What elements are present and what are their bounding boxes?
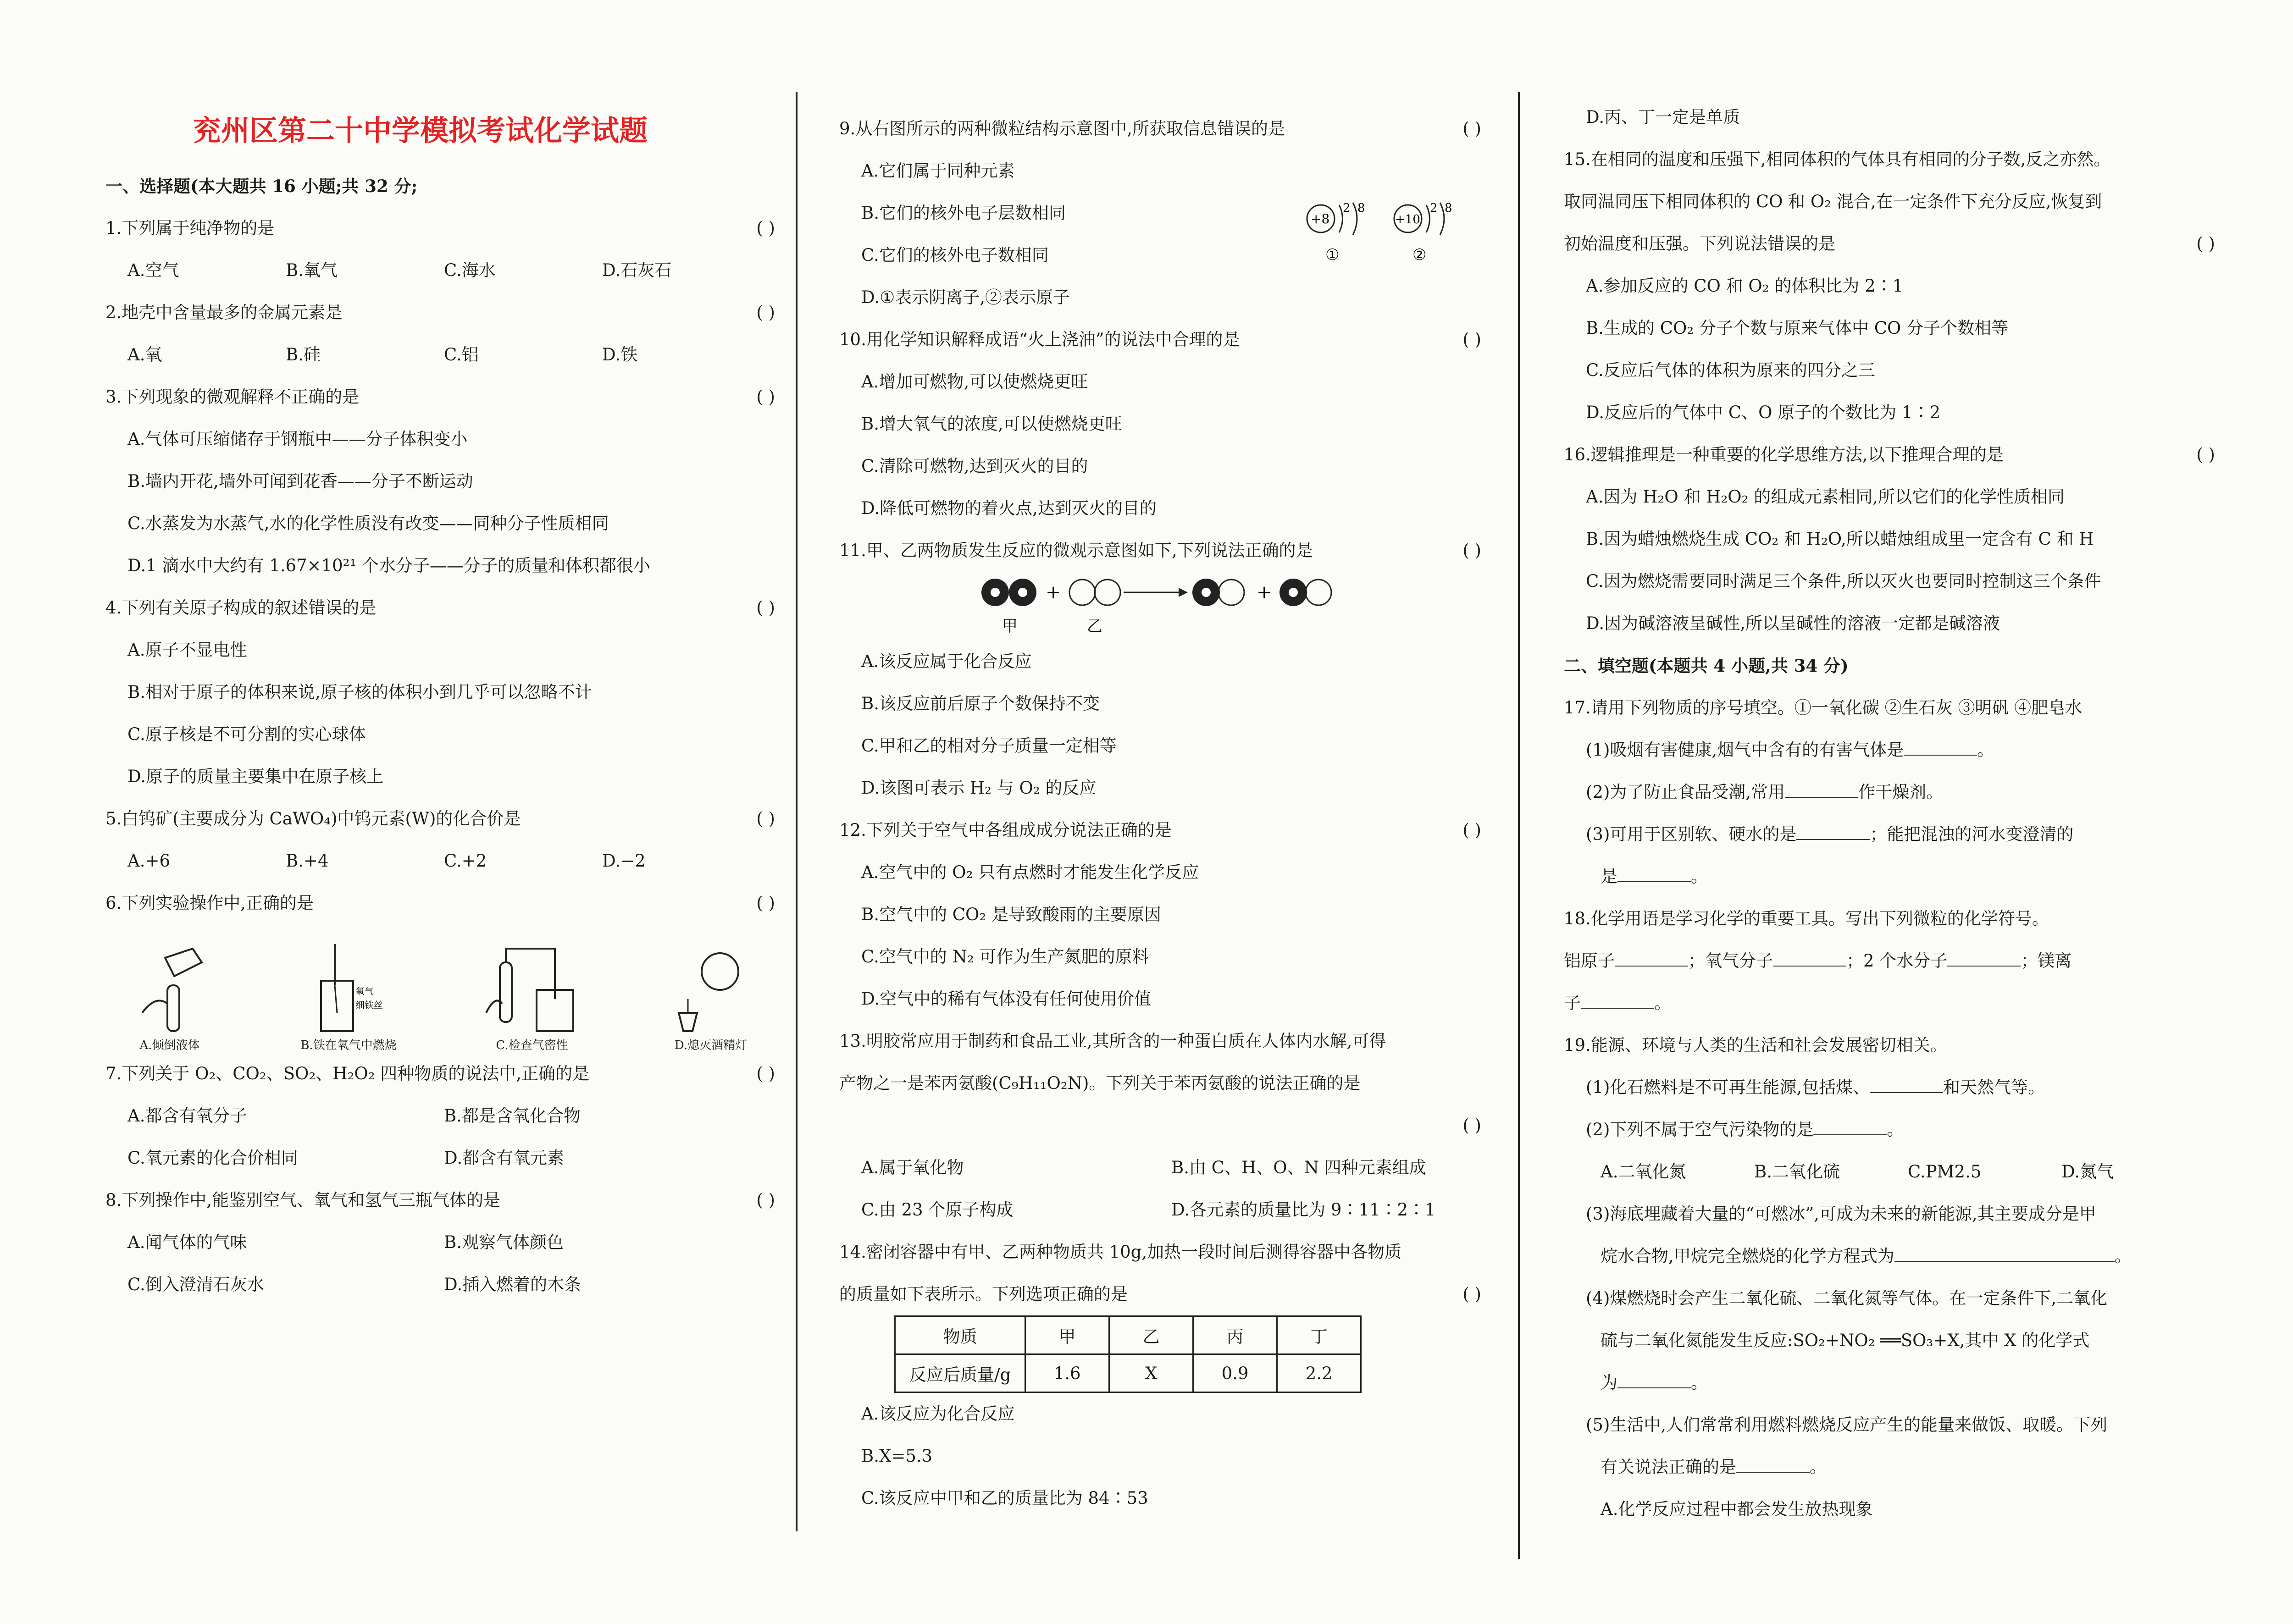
question-5: 5.白钨矿(主要成分为 CaWO₄)中钨元素(W)的化合价是 ( ) [105,809,775,829]
options-1: A.空气 B.氧气 C.海水 D.石灰石 [127,260,672,280]
options-8a: A.闻气体的气味 B.观察气体颜色 [127,1232,564,1252]
answer-blank[interactable] [1870,1078,1943,1093]
fill-line: (5)生活中,人们常常利用燃料燃烧反应产生的能量来做饭、取暖。下列 [1586,1415,2108,1435]
svg-text:②: ② [1412,246,1427,264]
answer-blank[interactable] [1581,994,1654,1009]
option: B.该反应前后原子个数保持不变 [861,694,1100,713]
table-row: 物质 甲 乙 丙 丁 [895,1316,1361,1354]
exam-title: 兖州区第二十中学模拟考试化学试题 [193,114,648,147]
option: A.因为 H₂O 和 H₂O₂ 的组成元素相同,所以它们的化学性质相同 [1586,487,2065,507]
question-8: 8.下列操作中,能鉴别空气、氧气和氢气三瓶气体的是 ( ) [105,1190,775,1210]
option: C.该反应中甲和乙的质量比为 84∶53 [861,1488,1148,1508]
figure-iron-burning: 氧气 细铁丝 B.铁在氧气中燃烧 [298,934,399,1053]
pour-liquid-icon [124,944,216,1036]
column-1 [105,165,775,1306]
svg-text:①: ① [1325,246,1340,264]
question-2: 2.地壳中含量最多的金属元素是 ( ) [105,303,775,322]
option: A.该反应为化合反应 [861,1404,1015,1424]
figure-airtight-check: C.检查气密性 [482,934,582,1053]
column-2 [839,108,1481,1519]
question-12: 12.下列关于空气中各组成成分说法正确的是 ( ) [839,820,1481,840]
option: D.反应后的气体中 C、O 原子的个数比为 1∶2 [1586,403,1941,422]
fill-line: 是 。 [1601,867,1708,886]
svg-text:2: 2 [1430,201,1438,215]
option: B.相对于原子的体积来说,原子核的体积小到几乎可以忽略不计 [127,682,592,702]
figure-pour-liquid: A.倾倒液体 [124,934,216,1053]
question-14: 14.密闭容器中有甲、乙两种物质共 10g,加热一段时间后测得容器中各物质 [839,1242,1402,1262]
option: C.反应后气体的体积为原来的四分之三 [1586,360,1875,380]
option: B.因为蜡烛燃烧生成 CO₂ 和 H₂O,所以蜡烛组成里一定含有 C 和 H [1586,529,2094,549]
option: D.降低可燃物的着火点,达到灭火的目的 [861,498,1157,518]
micro-reaction-icon [977,572,1435,641]
question-9: 9.从右图所示的两种微粒结构示意图中,所获取信息错误的是 ( ) [839,119,1481,138]
svg-text:+: + [1257,582,1272,603]
option: C.甲和乙的相对分子质量一定相等 [861,736,1117,756]
svg-text:8: 8 [1445,201,1452,215]
option: D.因为碱溶液呈碱性,所以呈碱性的溶液一定都是碱溶液 [1586,613,2000,633]
answer-blank[interactable] [1904,741,1977,756]
fill-line: (1)化石燃料是不可再生能源,包括煤、 和天然气等。 [1586,1077,2045,1097]
option: A.增加可燃物,可以使燃烧更旺 [861,372,1088,392]
option: D.①表示阴离子,②表示原子 [861,287,1070,307]
iron-burning-icon [298,944,399,1036]
options-5: A.+6 B.+4 C.+2 D.−2 [127,851,646,871]
option: B.增大氧气的浓度,可以使燃烧更旺 [861,414,1122,434]
question-18: 18.化学用语是学习化学的重要工具。写出下列微粒的化学符号。 [1564,909,2049,928]
fill-line: (4)煤燃烧时会产生二氧化硫、二氧化氮等气体。在一定条件下,二氧化 [1586,1288,2108,1308]
option: B.X=5.3 [861,1446,933,1466]
answer-blank[interactable] [1736,1458,1810,1473]
table-row: 反应后质量/g 1.6 X 0.9 2.2 [895,1354,1361,1392]
question-6: 6.下列实验操作中,正确的是 ( ) [105,893,775,913]
svg-text:甲: 甲 [1002,617,1018,635]
fill-line: (2)为了防止食品受潮,常用 作干燥剂。 [1586,782,1944,802]
answer-blank[interactable] [1894,1247,2115,1262]
answer-blank[interactable] [1796,825,1870,840]
option: B.墙内开花,墙外可闻到花香——分子不断运动 [127,471,473,491]
column-divider [796,92,798,1531]
fill-line: (3)海底埋藏着大量的“可燃冰”,可成为未来的新能源,其主要成分是甲 [1586,1204,2096,1224]
option: A.气体可压缩储存于钢瓶中——分子体积变小 [127,429,468,449]
option: A.原子不显电性 [127,640,247,660]
option: D.1 滴水中大约有 1.67×10²¹ 个水分子——分子的质量和体积都很小 [127,556,651,575]
svg-text:2: 2 [1343,201,1351,215]
option: D.丙、丁一定是单质 [1586,107,1740,127]
fill-line: 为 。 [1601,1373,1708,1392]
answer-blank[interactable] [1617,1374,1691,1388]
question-13: 13.明胶常应用于制药和食品工业,其所含的一种蛋白质在人体内水解,可得 [839,1031,1386,1051]
fill-line: (1)吸烟有害健康,烟气中含有的有害气体是 。 [1586,740,1994,760]
svg-text:+: + [1046,582,1061,603]
options-7b: C.氧元素的化合价相同 D.都含有氧元素 [127,1148,565,1168]
answer-blank[interactable] [1785,783,1858,798]
answer-blank[interactable] [1947,952,2021,967]
option: C.水蒸发为水蒸气,水的化学性质没有改变——同种分子性质相同 [127,514,609,533]
fill-line: (2)下列不属于空气污染物的是 。 [1586,1120,1904,1139]
fill-line: 硫与二氧化氮能发生反应:SO₂+NO₂ ══SO₃+X,其中 X 的化学式 [1601,1331,2090,1350]
option: D.空气中的稀有气体没有任何使用价值 [861,989,1152,1009]
option: D.该图可表示 H₂ 与 O₂ 的反应 [861,778,1097,798]
question-14-cont: 的质量如下表所示。下列选项正确的是 ( ) [839,1284,1481,1304]
section-heading: 二、填空题(本题共 4 小题,共 34 分) [1564,656,1849,676]
svg-text:氧气: 氧气 [355,986,374,997]
option: B.生成的 CO₂ 分子个数与原来气体中 CO 分子个数相等 [1586,318,2009,338]
figure-extinguish-lamp: D.熄灭酒精灯 [665,934,757,1053]
answer-blank[interactable] [1813,1121,1887,1135]
svg-text:细铁丝: 细铁丝 [355,1000,383,1011]
options-2: A.氧 B.硅 C.铝 D.铁 [127,345,638,365]
fill-line: (3)可用于区别软、硬水的是 ；能把混浊的河水变澄清的 [1586,824,2074,844]
question-13-cont: 产物之一是苯丙氨酸(C₉H₁₁O₂N)。下列关于苯丙氨酸的说法正确的是 [839,1073,1361,1093]
option: A.化学反应过程中都会发生放热现象 [1601,1499,1873,1519]
extinguish-lamp-icon [665,944,757,1036]
option: A.它们属于同种元素 [861,161,1015,181]
column-divider [1518,92,1520,1559]
option: C.清除可燃物,达到灭火的目的 [861,456,1088,476]
lab-figures [105,924,775,1053]
svg-text:乙: 乙 [1087,617,1102,635]
option: A.参加反应的 CO 和 O₂ 的体积比为 2∶1 [1586,276,1904,296]
section-heading: 一、选择题(本大题共 16 小题;共 32 分; [105,176,418,196]
option: B.它们的核外电子层数相同 [861,203,1066,223]
options-8b: C.倒入澄清石灰水 D.插入燃着的木条 [127,1275,582,1294]
question-19: 19.能源、环境与人类的生活和社会发展密切相关。 [1564,1035,1947,1055]
option: C.它们的核外电子数相同 [861,245,1049,265]
question-1: 1.下列属于纯净物的是 ( ) [105,218,775,238]
mass-table [894,1315,1362,1393]
fill-line: 子 。 [1564,993,1671,1013]
option: A.空气中的 O₂ 只有点燃时才能发生化学反应 [861,862,1199,882]
option: C.因为燃烧需要同时满足三个条件,所以灭火也要同时控制这三个条件 [1586,571,2101,591]
svg-text:+10: +10 [1395,213,1420,226]
question-4: 4.下列有关原子构成的叙述错误的是 ( ) [105,598,775,618]
option: A.该反应属于化合反应 [861,652,1032,671]
question-10: 10.用化学知识解释成语“火上浇油”的说法中合理的是 ( ) [839,330,1481,349]
question-13-paren: ( ) [1462,1116,1481,1135]
reaction-diagram [839,572,1481,641]
option: C.空气中的 N₂ 可作为生产氮肥的原料 [861,947,1149,967]
column-3 [1564,96,2215,1530]
fill-line: 铝原子 ；氧气分子 ；2 个水分子 ；镁离 [1564,951,2072,971]
answer-blank[interactable] [1615,952,1688,967]
question-11: 11.甲、乙两物质发生反应的微观示意图如下,下列说法正确的是 ( ) [839,541,1481,560]
options-13a: A.属于氧化物 B.由 C、H、O、N 四种元素组成 [861,1158,1426,1177]
options-19: A.二氧化氮 B.二氧化硫 C.PM2.5 D.氮气 [1601,1162,2114,1182]
question-15-cont2: 初始温度和压强。下列说法错误的是 ( ) [1564,234,2215,254]
options-7a: A.都含有氧分子 B.都是含氧化合物 [127,1106,581,1126]
airtight-check-icon [482,944,582,1036]
question-3: 3.下列现象的微观解释不正确的是 ( ) [105,387,775,407]
option: C.原子核是不可分割的实心球体 [127,724,366,744]
option: B.空气中的 CO₂ 是导致酸雨的主要原因 [861,905,1161,924]
question-7: 7.下列关于 O₂、CO₂、SO₂、H₂O₂ 四种物质的说法中,正确的是 ( ) [105,1064,775,1083]
option: D.原子的质量主要集中在原子核上 [127,767,384,786]
q9-block [839,150,1481,319]
svg-text:+8: +8 [1311,211,1330,226]
question-15: 15.在相同的温度和压强下,相同体积的气体具有相同的分子数,反之亦然。 [1564,149,2111,169]
svg-text:8: 8 [1357,201,1365,215]
question-15-cont: 取同温同压下相同体积的 CO 和 O₂ 混合,在一定条件下充分反应,恢复到 [1564,192,2102,211]
question-17: 17.请用下列物质的序号填空。①一氧化碳 ②生石灰 ③明矾 ④肥皂水 [1564,698,2083,718]
fill-line: 有关说法正确的是 。 [1601,1457,1827,1477]
answer-blank[interactable] [1617,867,1691,882]
options-13b: C.由 23 个原子构成 D.各元素的质量比为 9∶11∶2∶1 [861,1200,1436,1220]
question-16: 16.逻辑推理是一种重要的化学思维方法,以下推理合理的是 ( ) [1564,445,2215,464]
fill-line: 烷水合物,甲烷完全燃烧的化学方程式为 。 [1601,1246,2132,1266]
atom-structure-diagram [1293,177,1477,287]
answer-blank[interactable] [1773,952,1846,967]
